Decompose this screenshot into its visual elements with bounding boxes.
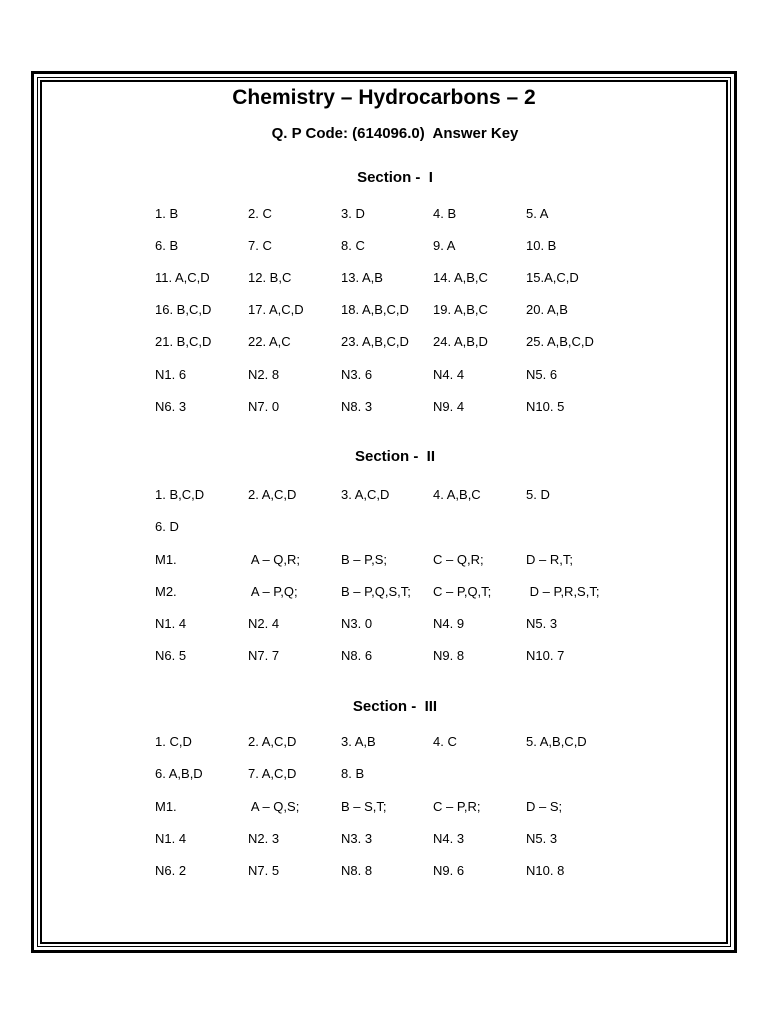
answer-row xyxy=(0,517,768,537)
answer-cell: M2. xyxy=(155,584,177,599)
answer-cell: 14. A,B,C xyxy=(433,270,488,285)
answer-cell: 6. D xyxy=(155,519,179,534)
answer-row xyxy=(0,365,768,385)
answer-cell: C – Q,R; xyxy=(433,552,484,567)
answer-cell: 1. B xyxy=(155,206,179,221)
answer-cell: 7. A,C,D xyxy=(248,766,297,781)
answer-cell: 3. A,B xyxy=(341,734,376,749)
answer-cell: 25. A,B,C,D xyxy=(526,334,594,349)
answer-cell: N9. 8 xyxy=(433,648,465,663)
answer-row xyxy=(0,829,768,849)
answer-cell: 20. A,B xyxy=(526,302,568,317)
answer-cell: N3. 3 xyxy=(341,831,373,846)
answer-cell: N6. 3 xyxy=(155,399,187,414)
answer-cell: 10. B xyxy=(526,238,557,253)
answer-cell: 21. B,C,D xyxy=(155,334,212,349)
answer-cell: D – P,R,S,T; xyxy=(526,584,600,599)
answer-cell: C – P,R; xyxy=(433,799,481,814)
answer-cell: N10. 7 xyxy=(526,648,565,663)
answer-cell: D – R,T; xyxy=(526,552,573,567)
answer-cell: 4. C xyxy=(433,734,457,749)
answer-cell: 5. A,B,C,D xyxy=(526,734,587,749)
answer-cell: N5. 3 xyxy=(526,616,558,631)
answer-cell: N3. 6 xyxy=(341,367,373,382)
answer-cell: N10. 8 xyxy=(526,863,565,878)
answer-cell: 18. A,B,C,D xyxy=(341,302,409,317)
answer-cell: N8. 8 xyxy=(341,863,373,878)
answer-row xyxy=(0,582,768,602)
answer-cell: D – S; xyxy=(526,799,563,814)
answer-cell: 7. C xyxy=(248,238,272,253)
answer-row xyxy=(0,861,768,881)
answer-cell: 6. B xyxy=(155,238,179,253)
answer-row xyxy=(0,797,768,817)
answer-cell: 5. A xyxy=(526,206,549,221)
answer-row xyxy=(0,550,768,570)
answer-cell: M1. xyxy=(155,552,177,567)
answer-cell: 5. D xyxy=(526,487,550,502)
answer-cell: 2. A,C,D xyxy=(248,734,297,749)
answer-cell: N7. 7 xyxy=(248,648,280,663)
answer-row xyxy=(0,236,768,256)
answer-cell: 17. A,C,D xyxy=(248,302,304,317)
answer-row xyxy=(0,764,768,784)
answer-cell: 22. A,C xyxy=(248,334,291,349)
answer-cell: N7. 5 xyxy=(248,863,280,878)
answer-cell: B – P,Q,S,T; xyxy=(341,584,411,599)
answer-cell: B – S,T; xyxy=(341,799,387,814)
answer-cell: 16. B,C,D xyxy=(155,302,212,317)
answer-cell: 3. D xyxy=(341,206,365,221)
answer-cell: N8. 3 xyxy=(341,399,373,414)
answer-cell: N4. 4 xyxy=(433,367,465,382)
answer-cell: N4. 9 xyxy=(433,616,465,631)
answer-cell: N6. 5 xyxy=(155,648,187,663)
document-title: Chemistry – Hydrocarbons – 2 xyxy=(232,86,536,109)
section-3-heading: Section - III xyxy=(352,698,438,715)
section-2-heading: Section - II xyxy=(354,448,435,465)
answer-cell: N4. 3 xyxy=(433,831,465,846)
answer-cell: 2. A,C,D xyxy=(248,487,297,502)
answer-cell: 6. A,B,D xyxy=(155,766,203,781)
answer-cell: 13. A,B xyxy=(341,270,383,285)
answer-cell: N2. 4 xyxy=(248,616,280,631)
answer-cell: N5. 3 xyxy=(526,831,558,846)
answer-cell: N6. 2 xyxy=(155,863,187,878)
answer-cell: 1. B,C,D xyxy=(155,487,205,502)
answer-row xyxy=(0,614,768,634)
answer-row xyxy=(0,268,768,288)
answer-cell: 8. C xyxy=(341,238,365,253)
answer-cell: A – Q,S; xyxy=(248,799,300,814)
answer-cell: N9. 6 xyxy=(433,863,465,878)
answer-cell: 23. A,B,C,D xyxy=(341,334,409,349)
answer-cell: N1. 6 xyxy=(155,367,187,382)
answer-cell: C – P,Q,T; xyxy=(433,584,492,599)
answer-cell: N8. 6 xyxy=(341,648,373,663)
answer-cell: 3. A,C,D xyxy=(341,487,390,502)
answer-cell: A – P,Q; xyxy=(248,584,298,599)
answer-cell: 24. A,B,D xyxy=(433,334,488,349)
answer-row xyxy=(0,397,768,417)
answer-cell: 4. B xyxy=(433,206,457,221)
answer-cell: 15.A,C,D xyxy=(526,270,579,285)
answer-cell: N2. 8 xyxy=(248,367,280,382)
answer-cell: N7. 0 xyxy=(248,399,280,414)
answer-cell: M1. xyxy=(155,799,177,814)
answer-cell: N2. 3 xyxy=(248,831,280,846)
answer-cell: N1. 4 xyxy=(155,616,187,631)
answer-cell: N1. 4 xyxy=(155,831,187,846)
answer-row xyxy=(0,732,768,752)
answer-cell: 12. B,C xyxy=(248,270,292,285)
answer-cell: 4. A,B,C xyxy=(433,487,481,502)
answer-cell: 8. B xyxy=(341,766,365,781)
answer-cell: 9. A xyxy=(433,238,456,253)
answer-cell: 2. C xyxy=(248,206,272,221)
answer-cell: A – Q,R; xyxy=(248,552,301,567)
answer-cell: N9. 4 xyxy=(433,399,465,414)
answer-row xyxy=(0,300,768,320)
answer-cell: N10. 5 xyxy=(526,399,565,414)
answer-cell: 19. A,B,C xyxy=(433,302,488,317)
section-1-heading: Section - I xyxy=(357,169,433,186)
answer-row xyxy=(0,485,768,505)
answer-cell: N3. 0 xyxy=(341,616,373,631)
answer-cell: 1. C,D xyxy=(155,734,192,749)
answer-cell: 11. A,C,D xyxy=(155,270,210,285)
answer-row xyxy=(0,204,768,224)
answer-cell: N5. 6 xyxy=(526,367,558,382)
answer-row xyxy=(0,646,768,666)
document-subtitle: Q. P Code: (614096.0) Answer Key xyxy=(271,125,519,142)
answer-row xyxy=(0,332,768,352)
answer-cell: B – P,S; xyxy=(341,552,388,567)
